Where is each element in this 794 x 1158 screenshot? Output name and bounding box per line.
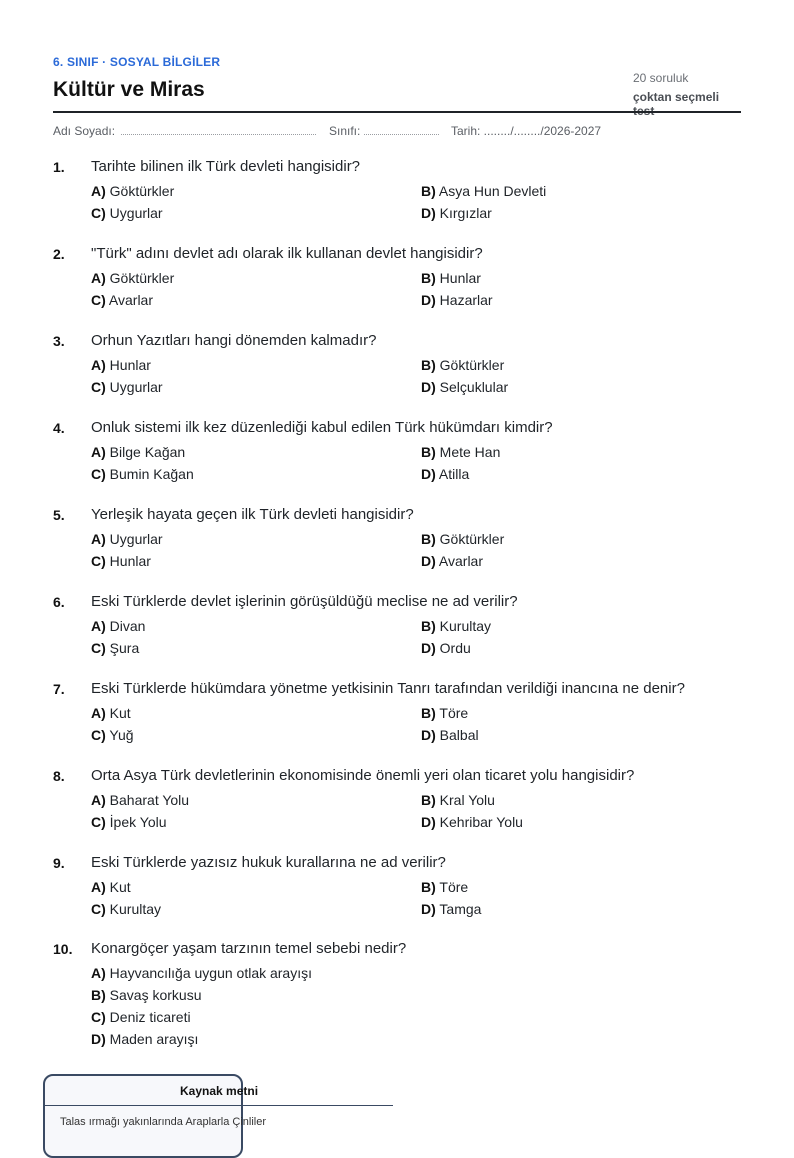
- header-divider: [53, 111, 741, 113]
- option-letter: C): [91, 901, 106, 917]
- question-text: Yerleşik hayata geçen ilk Türk devleti hangisidir?: [91, 506, 414, 523]
- option-c[interactable]: [91, 1009, 191, 1025]
- question-number: 6.: [53, 594, 65, 610]
- option-text: Kut: [109, 879, 131, 895]
- option-a[interactable]: [91, 531, 163, 547]
- option-text: Uygurlar: [109, 531, 163, 547]
- question-number: 4.: [53, 420, 65, 436]
- option-b[interactable]: [421, 531, 504, 547]
- option-text: Yuğ: [109, 727, 134, 743]
- source-box-divider: [43, 1105, 393, 1106]
- option-a[interactable]: [91, 357, 151, 373]
- date-label: Tarih: ......../......../2026-2027: [451, 124, 602, 138]
- option-text: Maden arayışı: [109, 1031, 199, 1047]
- option-d[interactable]: [421, 205, 492, 221]
- question-text: Eski Türklerde hükümdara yönetme yetkisinin Tanrı tarafından verildiği inancına ne denir?: [91, 680, 685, 697]
- option-a[interactable]: [91, 183, 174, 199]
- option-text: Göktürkler: [109, 183, 175, 199]
- question-number: 1.: [53, 159, 65, 175]
- question-text: Orhun Yazıtları hangi dönemden kalmadır?: [91, 332, 377, 349]
- option-letter: B): [421, 705, 436, 721]
- option-d[interactable]: [421, 901, 481, 917]
- question-text: Orta Asya Türk devletlerinin ekonomisinde önemli yeri olan ticaret yolu hangisidir?: [91, 767, 635, 784]
- option-c[interactable]: [91, 466, 194, 482]
- option-letter: B): [421, 270, 436, 286]
- name-label: Adı Soyadı:: [53, 124, 116, 138]
- question-text: Onluk sistemi ilk kez düzenlediği kabul edilen Türk hükümdarı kimdir?: [91, 419, 553, 436]
- option-text: Hazarlar: [439, 292, 493, 308]
- question-count: 20 soruluk: [633, 71, 689, 85]
- option-letter: A): [91, 183, 106, 199]
- option-b[interactable]: [421, 705, 468, 721]
- option-text: Divan: [109, 618, 146, 634]
- option-b[interactable]: [421, 618, 491, 634]
- option-text: Mete Han: [439, 444, 501, 460]
- option-a[interactable]: [91, 879, 131, 895]
- option-d[interactable]: [421, 814, 523, 830]
- option-text: Baharat Yolu: [109, 792, 190, 808]
- option-text: Ordu: [439, 640, 471, 656]
- option-a[interactable]: [91, 705, 131, 721]
- option-letter: C): [91, 814, 106, 830]
- option-d[interactable]: [421, 292, 493, 308]
- option-letter: A): [91, 618, 106, 634]
- option-letter: C): [91, 727, 106, 743]
- source-title: Kaynak metni: [180, 1084, 259, 1098]
- question-number: 8.: [53, 768, 65, 784]
- option-d[interactable]: [421, 553, 483, 569]
- question-number: 9.: [53, 855, 65, 871]
- option-text: Şura: [109, 640, 140, 656]
- page-title: Kültür ve Miras: [53, 78, 205, 101]
- option-c[interactable]: [91, 901, 161, 917]
- question-number: 5.: [53, 507, 65, 523]
- question-text: Eski Türklerde devlet işlerinin görüşüldüğü meclise ne ad verilir?: [91, 593, 518, 610]
- option-text: Selçuklular: [439, 379, 509, 395]
- option-text: Töre: [439, 705, 469, 721]
- option-text: Kurultay: [439, 618, 492, 634]
- source-text: Talas ırmağı yakınlarında Araplarla Çinliler: [60, 1116, 267, 1128]
- question-text: Konargöçer yaşam tarzının temel sebebi nedir?: [91, 940, 407, 957]
- option-d[interactable]: [421, 379, 508, 395]
- option-text: Atilla: [438, 466, 470, 482]
- option-text: Hunlar: [439, 270, 481, 286]
- option-letter: A): [91, 879, 106, 895]
- question-number: 3.: [53, 333, 65, 349]
- option-letter: D): [421, 292, 436, 308]
- option-a[interactable]: [91, 618, 145, 634]
- option-letter: C): [91, 379, 106, 395]
- question-text: "Türk" adını devlet adı olarak ilk kullanan devlet hangisidir?: [91, 245, 483, 262]
- option-letter: C): [91, 205, 106, 221]
- option-text: Tamga: [439, 901, 482, 917]
- option-text: Hunlar: [109, 357, 151, 373]
- option-letter: B): [421, 357, 436, 373]
- option-letter: B): [421, 618, 436, 634]
- option-letter: A): [91, 531, 106, 547]
- option-letter: B): [421, 183, 436, 199]
- option-text: Töre: [439, 879, 469, 895]
- option-letter: A): [91, 965, 106, 981]
- option-c[interactable]: [91, 814, 167, 830]
- option-b[interactable]: [421, 444, 500, 460]
- option-d[interactable]: [421, 727, 479, 743]
- option-a[interactable]: [91, 444, 185, 460]
- option-c[interactable]: [91, 205, 163, 221]
- option-b[interactable]: [421, 879, 468, 895]
- question-number: 2.: [53, 246, 65, 262]
- option-text: Deniz ticareti: [109, 1009, 191, 1025]
- subject-label: 6. SINIF · SOSYAL BİLGİLER: [53, 55, 221, 69]
- class-blank: [364, 134, 439, 135]
- option-text: Göktürkler: [439, 357, 505, 373]
- option-letter: C): [91, 466, 106, 482]
- option-text: Kut: [109, 705, 131, 721]
- option-b[interactable]: [421, 183, 546, 199]
- option-text: Balbal: [439, 727, 479, 743]
- option-text: Kurultay: [109, 901, 162, 917]
- option-c[interactable]: [91, 553, 151, 569]
- option-d[interactable]: [421, 466, 469, 482]
- test-type: çoktan seçmeli: [633, 90, 720, 104]
- option-letter: C): [91, 553, 106, 569]
- option-letter: B): [421, 879, 436, 895]
- option-letter: C): [91, 292, 106, 308]
- option-d[interactable]: [91, 1031, 198, 1047]
- option-a[interactable]: [91, 792, 189, 808]
- option-letter: D): [421, 379, 436, 395]
- option-letter: A): [91, 444, 106, 460]
- option-text: Savaş korkusu: [109, 987, 202, 1003]
- option-letter: D): [421, 205, 436, 221]
- option-c[interactable]: [91, 727, 134, 743]
- student-info-line: [53, 124, 741, 140]
- option-text: Bilge Kağan: [109, 444, 186, 460]
- option-letter: A): [91, 792, 106, 808]
- option-b[interactable]: [91, 987, 202, 1003]
- option-letter: A): [91, 357, 106, 373]
- option-text: İpek Yolu: [109, 814, 167, 830]
- option-c[interactable]: [91, 379, 163, 395]
- option-letter: C): [91, 640, 106, 656]
- option-text: Hayvancılığa uygun otlak arayışı: [109, 965, 313, 981]
- option-letter: A): [91, 705, 106, 721]
- option-c[interactable]: [91, 292, 153, 308]
- option-b[interactable]: [421, 792, 495, 808]
- option-letter: D): [421, 466, 436, 482]
- option-text: Göktürkler: [109, 270, 175, 286]
- option-letter: A): [91, 270, 106, 286]
- option-c[interactable]: [91, 640, 139, 656]
- option-text: Uygurlar: [109, 379, 163, 395]
- option-text: Kehribar Yolu: [439, 814, 523, 830]
- option-letter: B): [421, 531, 436, 547]
- option-text: Avarlar: [438, 553, 483, 569]
- option-text: Kral Yolu: [439, 792, 495, 808]
- class-label: Sınıfı:: [329, 124, 361, 138]
- option-text: Göktürkler: [439, 531, 505, 547]
- option-text: Bumin Kağan: [109, 466, 194, 482]
- name-blank: [121, 134, 316, 135]
- option-letter: C): [91, 1009, 106, 1025]
- option-text: Avarlar: [108, 292, 153, 308]
- question-text: Tarihte bilinen ilk Türk devleti hangisidir?: [91, 158, 361, 175]
- option-letter: D): [421, 814, 436, 830]
- option-text: Hunlar: [109, 553, 151, 569]
- option-b[interactable]: [421, 357, 504, 373]
- option-a[interactable]: [91, 270, 174, 286]
- option-letter: B): [421, 444, 436, 460]
- question-text: Eski Türklerde yazısız hukuk kurallarına ne ad verilir?: [91, 854, 446, 871]
- option-text: Uygurlar: [109, 205, 163, 221]
- option-text: Asya Hun Devleti: [438, 183, 547, 199]
- option-text: Kırgızlar: [439, 205, 492, 221]
- question-number: 10.: [53, 941, 73, 957]
- option-letter: B): [421, 792, 436, 808]
- option-d[interactable]: [421, 640, 471, 656]
- option-letter: D): [91, 1031, 106, 1047]
- option-letter: D): [421, 901, 436, 917]
- option-letter: D): [421, 640, 436, 656]
- option-letter: D): [421, 553, 436, 569]
- option-b[interactable]: [421, 270, 481, 286]
- question-number: 7.: [53, 681, 65, 697]
- option-a[interactable]: [91, 965, 312, 981]
- option-letter: B): [91, 987, 106, 1003]
- option-letter: D): [421, 727, 436, 743]
